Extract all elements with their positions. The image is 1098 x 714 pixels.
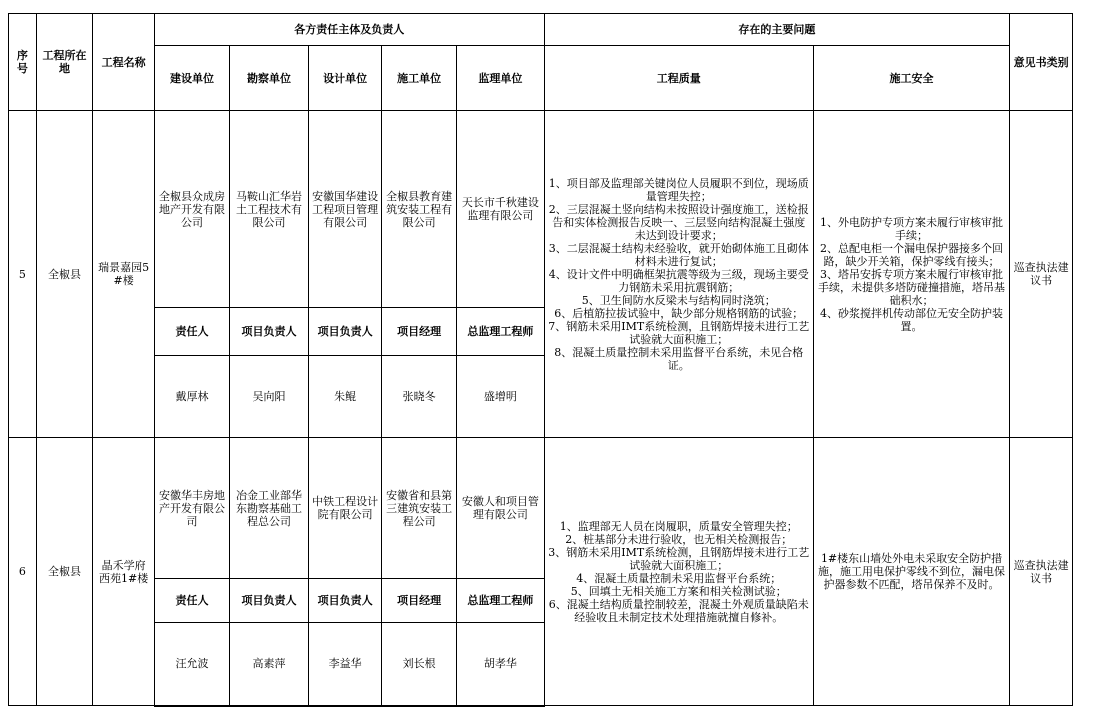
quality-issues bbox=[544, 111, 813, 438]
header-party-design: 设计单位 bbox=[309, 46, 382, 111]
row-seq: 6 bbox=[9, 438, 37, 706]
company-supervisor: 安徽人和项目管理有限公司 bbox=[457, 438, 544, 579]
quality-issue: 4、设计文件中明确框架抗震等级为三级，现场主要受力钢筋未采用抗震钢筋； bbox=[548, 267, 809, 294]
company-builder: 全椒县教育建筑安装工程有限公司 bbox=[382, 111, 457, 308]
safety-issues bbox=[813, 438, 1009, 706]
table-row bbox=[9, 438, 1073, 579]
person-name: 盛增明 bbox=[457, 356, 544, 438]
quality-issue: 6、混凝土结构质量控制较差，混凝土外观质量缺陷未经验收且未制定技术处理措施就擅自修补。 bbox=[548, 597, 809, 624]
person-label-project-lead: 项目负责人 bbox=[229, 579, 308, 623]
person-label-project-manager: 项目经理 bbox=[382, 308, 457, 356]
header-party-supervisor: 监理单位 bbox=[457, 46, 544, 111]
company-construction: 安徽华丰房地产开发有限公司 bbox=[154, 438, 229, 579]
row-project: 晶禾学府西苑1#楼 bbox=[93, 438, 155, 706]
person-name: 张晓冬 bbox=[382, 356, 457, 438]
company-design: 中铁工程设计院有限公司 bbox=[309, 438, 382, 579]
quality-issue: 5、回填土无相关施工方案和相关检测试验； bbox=[570, 584, 787, 598]
safety-issue: 3、塔吊安拆专项方案未履行审核审批手续，未提供多塔防碰撞措施，塔吊基础积水； bbox=[818, 267, 1006, 307]
quality-issue: 1、监理部无人员在岗履职，质量安全管理失控； bbox=[559, 519, 798, 533]
quality-issue: 7、钢筋未采用IMT系统检测，且钢筋焊接未进行工艺试验就大面积施工； bbox=[548, 319, 810, 346]
header-seq: 序号 bbox=[9, 14, 37, 111]
quality-issues bbox=[544, 438, 813, 706]
company-survey: 冶金工业部华东勘察基础工程总公司 bbox=[229, 438, 308, 579]
person-name: 吴向阳 bbox=[229, 356, 308, 438]
safety-issue: 1、外电防护专项方案未履行审核审批手续； bbox=[820, 215, 1004, 242]
opinion-type: 巡查执法建议书 bbox=[1010, 438, 1073, 706]
person-name: 刘长根 bbox=[382, 623, 457, 706]
quality-issue: 4、混凝土质量控制未采用监督平台系统； bbox=[576, 571, 782, 585]
safety-issues bbox=[813, 111, 1009, 438]
company-design: 安徽国华建设工程项目管理有限公司 bbox=[309, 111, 382, 308]
opinion-type: 巡查执法建议书 bbox=[1010, 111, 1073, 438]
row-project: 瑞景嘉园5#楼 bbox=[93, 111, 155, 438]
person-label-chief-supervisor: 总监理工程师 bbox=[457, 308, 544, 356]
person-name: 汪允波 bbox=[154, 623, 229, 706]
quality-issue: 1、项目部及监理部关键岗位人员履职不到位，现场质量管理失控； bbox=[548, 176, 809, 203]
person-name: 朱鲲 bbox=[309, 356, 382, 438]
row-location: 全椒县 bbox=[36, 111, 93, 438]
safety-issue: 4、砂浆搅拌机传动部位无安全防护装置。 bbox=[820, 306, 1004, 333]
header-safety: 施工安全 bbox=[813, 46, 1009, 111]
quality-issue: 8、混凝土质量控制未采用监督平台系统，未见合格证。 bbox=[554, 345, 804, 372]
header-location: 工程所在地 bbox=[36, 14, 93, 111]
company-supervisor: 天长市千秋建设监理有限公司 bbox=[457, 111, 544, 308]
company-survey: 马鞍山汇华岩土工程技术有限公司 bbox=[229, 111, 308, 308]
quality-issue: 6、后植筋拉拔试验中，缺少部分规格钢筋的试验； bbox=[554, 306, 804, 320]
header-party-builder: 施工单位 bbox=[382, 46, 457, 111]
person-label-responsible: 责任人 bbox=[154, 308, 229, 356]
person-label-chief-supervisor: 总监理工程师 bbox=[457, 579, 544, 623]
table-row bbox=[9, 111, 1073, 308]
quality-issue: 5、卫生间防水反梁未与结构同时浇筑； bbox=[581, 293, 776, 307]
quality-issue: 2、桩基部分未进行验收，也无相关检测报告； bbox=[565, 532, 793, 546]
quality-issue: 3、二层混凝土结构未经验收，就开始砌体施工且砌体材料未进行复试； bbox=[548, 241, 809, 268]
inspection-table bbox=[8, 13, 1073, 707]
header-parties-group: 各方责任主体及负责人 bbox=[154, 14, 544, 46]
person-name: 李益华 bbox=[309, 623, 382, 706]
person-label-project-lead: 项目负责人 bbox=[309, 308, 382, 356]
person-label-responsible: 责任人 bbox=[154, 579, 229, 623]
header-party-construction: 建设单位 bbox=[154, 46, 229, 111]
company-builder: 安徽省和县第三建筑安装工程公司 bbox=[382, 438, 457, 579]
row-location: 全椒县 bbox=[36, 438, 93, 706]
header-issues-group: 存在的主要问题 bbox=[544, 14, 1010, 46]
safety-issue: 2、总配电柜一个漏电保护器接多个回路，缺少开关箱，保护零线有接头； bbox=[820, 241, 1004, 268]
person-label-project-lead: 项目负责人 bbox=[309, 579, 382, 623]
person-label-project-manager: 项目经理 bbox=[382, 579, 457, 623]
company-construction: 全椒县众成房地产开发有限公司 bbox=[154, 111, 229, 308]
person-name: 胡孝华 bbox=[457, 623, 544, 706]
row-seq: 5 bbox=[9, 111, 37, 438]
person-name: 高素萍 bbox=[229, 623, 308, 706]
quality-issue: 2、三层混凝土竖向结构未按照设计强度施工，送检报告和实体检测报告反映一、三层竖向结构混凝土强度未达到设计要求； bbox=[548, 202, 809, 242]
header-party-survey: 勘察单位 bbox=[229, 46, 308, 111]
header-opinion-type: 意见书类别 bbox=[1010, 14, 1073, 111]
header-quality: 工程质量 bbox=[544, 46, 813, 111]
person-label-project-lead: 项目负责人 bbox=[229, 308, 308, 356]
person-name: 戴厚林 bbox=[154, 356, 229, 438]
header-project-name: 工程名称 bbox=[93, 14, 155, 111]
quality-issue: 3、钢筋未采用IMT系统检测，且钢筋焊接未进行工艺试验就大面积施工； bbox=[548, 545, 810, 572]
safety-issue: 1#楼东山墙处外电未采取安全防护措施，施工用电保护零线不到位，漏电保护器参数不匹配，塔吊保养不及时。 bbox=[818, 552, 1006, 591]
